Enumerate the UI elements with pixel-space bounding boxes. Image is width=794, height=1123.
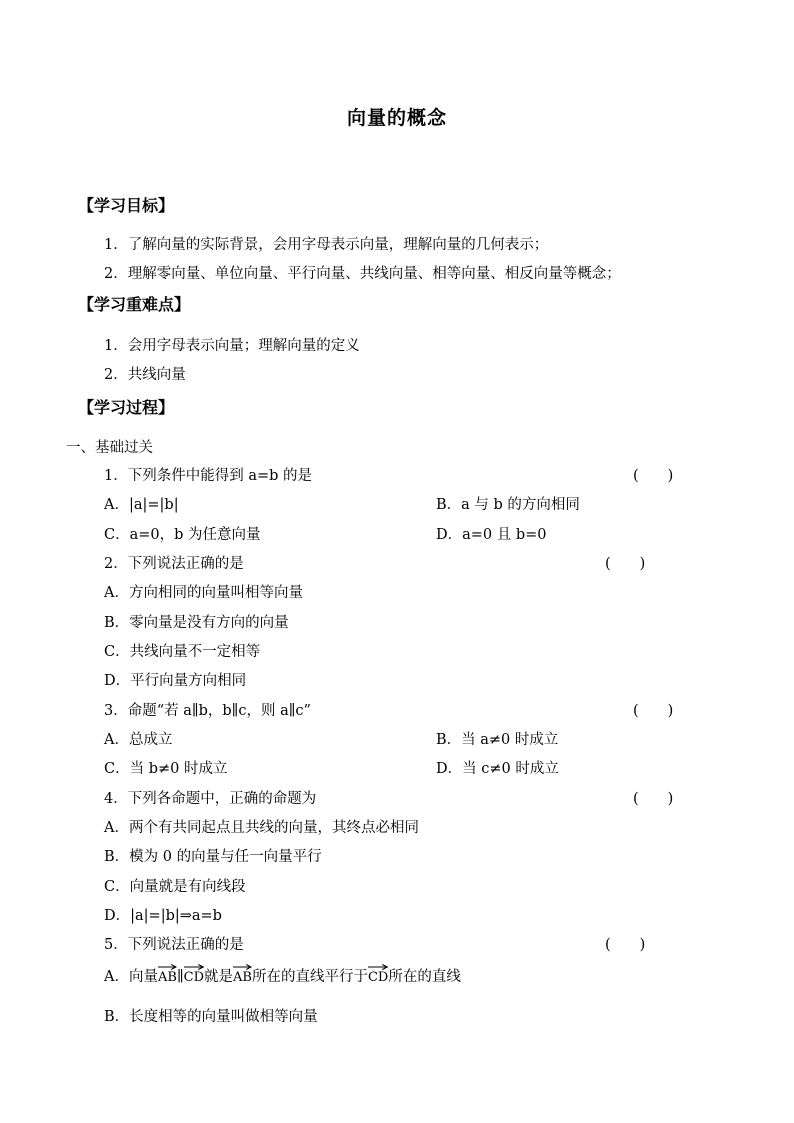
question-3-option-d: D．当 c≠0 时成立 [436,761,559,777]
question-5-answer-blank: ( ) [605,937,646,953]
question-2-option-a: A．方向相同的向量叫相等向量 [104,585,303,601]
keypoint-item: 1．会用字母表示向量；理解向量的定义 [104,338,360,354]
question-4-stem: 4．下列各命题中，正确的命题为 [104,791,317,807]
question-2-option-b: B．零向量是没有方向的向量 [104,615,289,631]
question-4-option-b: B．模为 0 的向量与任一向量平行 [104,849,322,865]
question-4-answer-blank: ( ) [633,791,674,807]
question-4-option-a: A．两个有共同起点且共线的向量，其终点必相同 [104,820,419,836]
question-2-stem: 2．下列说法正确的是 [104,556,244,572]
question-1-option-b: B．a 与 b 的方向相同 [436,497,580,513]
page-title: 向量的概念 [346,107,447,129]
vector-arrow-icon [158,964,177,970]
question-2-option-c: C．共线向量不一定相等 [104,644,261,660]
option-text: 就是 [204,969,234,985]
vector-ab: AB [158,971,177,984]
question-5-stem: 5．下列说法正确的是 [104,937,244,953]
process-heading: 【学习过程】 [78,398,175,417]
process-subheading: 一、基础过关 [66,440,153,456]
vector-arrow-icon [233,964,252,970]
question-3-option-a: A．总成立 [104,732,173,748]
question-3-stem: 3．命题“若 a∥b，b∥c，则 a∥c” [104,703,311,719]
question-5-option-a [104,965,461,986]
objective-item: 2．理解零向量、单位向量、平行向量、共线向量、相等向量、相反向量等概念； [104,266,621,282]
question-1-option-c: C．a=0，b 为任意向量 [104,527,261,543]
question-4-option-c: C．向量就是有向线段 [104,879,246,895]
question-3-option-c: C．当 b≠0 时成立 [104,761,228,777]
vector-cd: CD [184,971,204,984]
question-5-option-b: B．长度相等的向量叫做相等向量 [104,1009,318,1025]
question-3-option-b: B．当 a≠0 时成立 [436,732,559,748]
keypoints-heading: 【学习重难点】 [78,295,191,314]
option-text: ∥ [176,969,184,985]
question-2-answer-blank: ( ) [605,556,646,572]
question-4-option-d: D．|a|=|b|⇒a=b [104,908,222,924]
vector-cd: CD [368,971,388,984]
question-3-answer-blank: ( ) [633,703,674,719]
keypoint-item: 2．共线向量 [104,367,186,383]
question-1-stem: 1．下列条件中能得到 a=b 的是 [104,468,313,484]
objective-item: 1．了解向量的实际背景，会用字母表示向量，理解向量的几何表示； [104,237,549,253]
question-2-option-d: D．平行向量方向相同 [104,673,247,689]
option-text: A．向量 [104,969,158,985]
question-1-option-d: D．a=0 且 b=0 [436,527,547,543]
option-text: 所在的直线平行于 [251,969,368,985]
question-1-answer-blank: ( ) [633,468,674,484]
vector-arrow-icon [184,964,204,970]
option-text: 所在的直线 [388,969,461,985]
objectives-heading: 【学习目标】 [78,196,175,215]
vector-ab: AB [233,971,252,984]
vector-arrow-icon [368,964,388,970]
question-1-option-a: A．|a|=|b| [104,497,179,513]
